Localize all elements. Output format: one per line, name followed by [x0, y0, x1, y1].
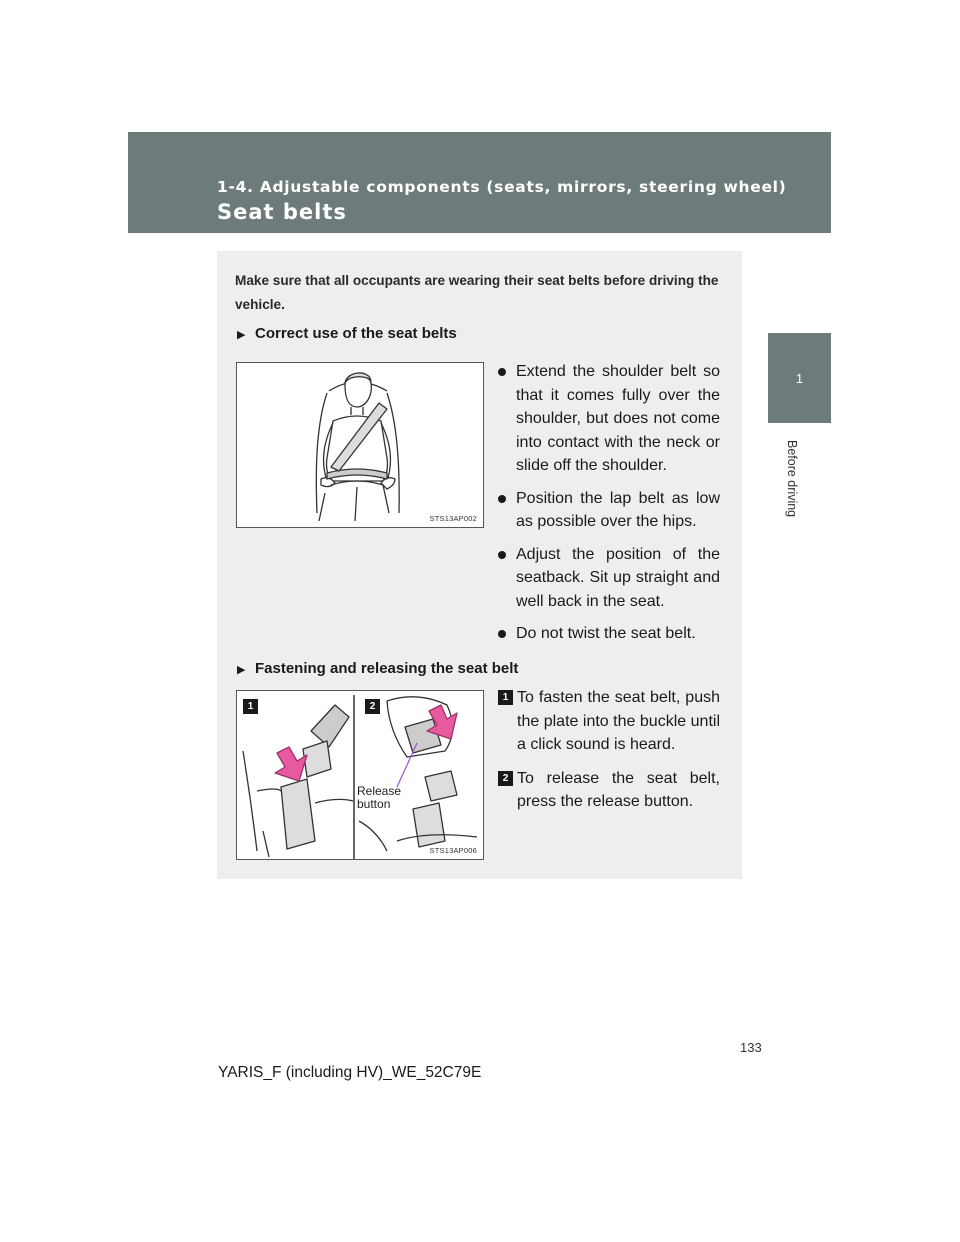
chapter-label: Before driving	[785, 440, 799, 518]
list-item	[498, 360, 720, 478]
bullet-dot-icon	[498, 630, 506, 638]
list-item-text: Do not twist the seat belt.	[516, 625, 696, 642]
section-title: 1-4. Adjustable components (seats, mirrors, steering wheel)	[217, 178, 787, 196]
correct-use-bullets	[498, 360, 720, 655]
seated-person-illustration	[237, 363, 483, 527]
subhead-label: Correct use of the seat belts	[255, 325, 457, 342]
step-text: To fasten the seat belt, push the plate into the buckle until a click sound is heard.	[517, 689, 720, 753]
list-item-text: Extend the shoulder belt so that it comes fully over the shoulder, but does not come into contact with the neck or slide off the shoulder.	[516, 363, 720, 474]
chapter-number: 1	[795, 370, 804, 386]
panel-number-1: 1	[243, 699, 258, 714]
step-number: 2	[498, 771, 513, 786]
subhead-fastening	[237, 660, 518, 677]
triangle-bullet-icon: ▶	[237, 329, 246, 341]
list-item	[498, 543, 720, 614]
release-button-callout	[357, 785, 401, 811]
seat-belt-posture-figure	[236, 362, 484, 528]
fastening-steps	[498, 686, 720, 824]
list-item	[498, 622, 720, 646]
page-title: Seat belts	[217, 200, 347, 224]
triangle-bullet-icon: ▶	[237, 664, 246, 676]
bullet-dot-icon	[498, 368, 506, 376]
figure-code: STS13AP002	[429, 514, 477, 523]
step-text: To release the seat belt, press the release button.	[517, 769, 720, 810]
list-item-text: Position the lap belt as low as possible over the hips.	[516, 489, 720, 530]
subhead-correct-use	[237, 325, 457, 342]
chapter-tab[interactable]	[768, 333, 831, 423]
buckle-illustration	[237, 691, 483, 859]
bullet-dot-icon	[498, 551, 506, 559]
subhead-label: Fastening and releasing the seat belt	[255, 660, 519, 677]
bullet-dot-icon	[498, 495, 506, 503]
intro-text: Make sure that all occupants are wearing their seat belts before driving the vehicle.	[235, 273, 719, 312]
page-number: 133	[740, 1040, 762, 1055]
step-number: 1	[498, 690, 513, 705]
figure-code: STS13AP006	[429, 846, 477, 855]
list-item	[498, 487, 720, 534]
step-item	[498, 686, 720, 757]
footer-model-code: YARIS_F (including HV)_WE_52C79E	[218, 1064, 482, 1081]
step-item	[498, 767, 720, 814]
callout-line: button	[357, 797, 391, 811]
buckle-figure	[236, 690, 484, 860]
panel-number-2: 2	[365, 699, 380, 714]
callout-line: Release	[357, 784, 402, 798]
list-item-text: Adjust the position of the seatback. Sit up straight and well back in the seat.	[516, 545, 720, 610]
